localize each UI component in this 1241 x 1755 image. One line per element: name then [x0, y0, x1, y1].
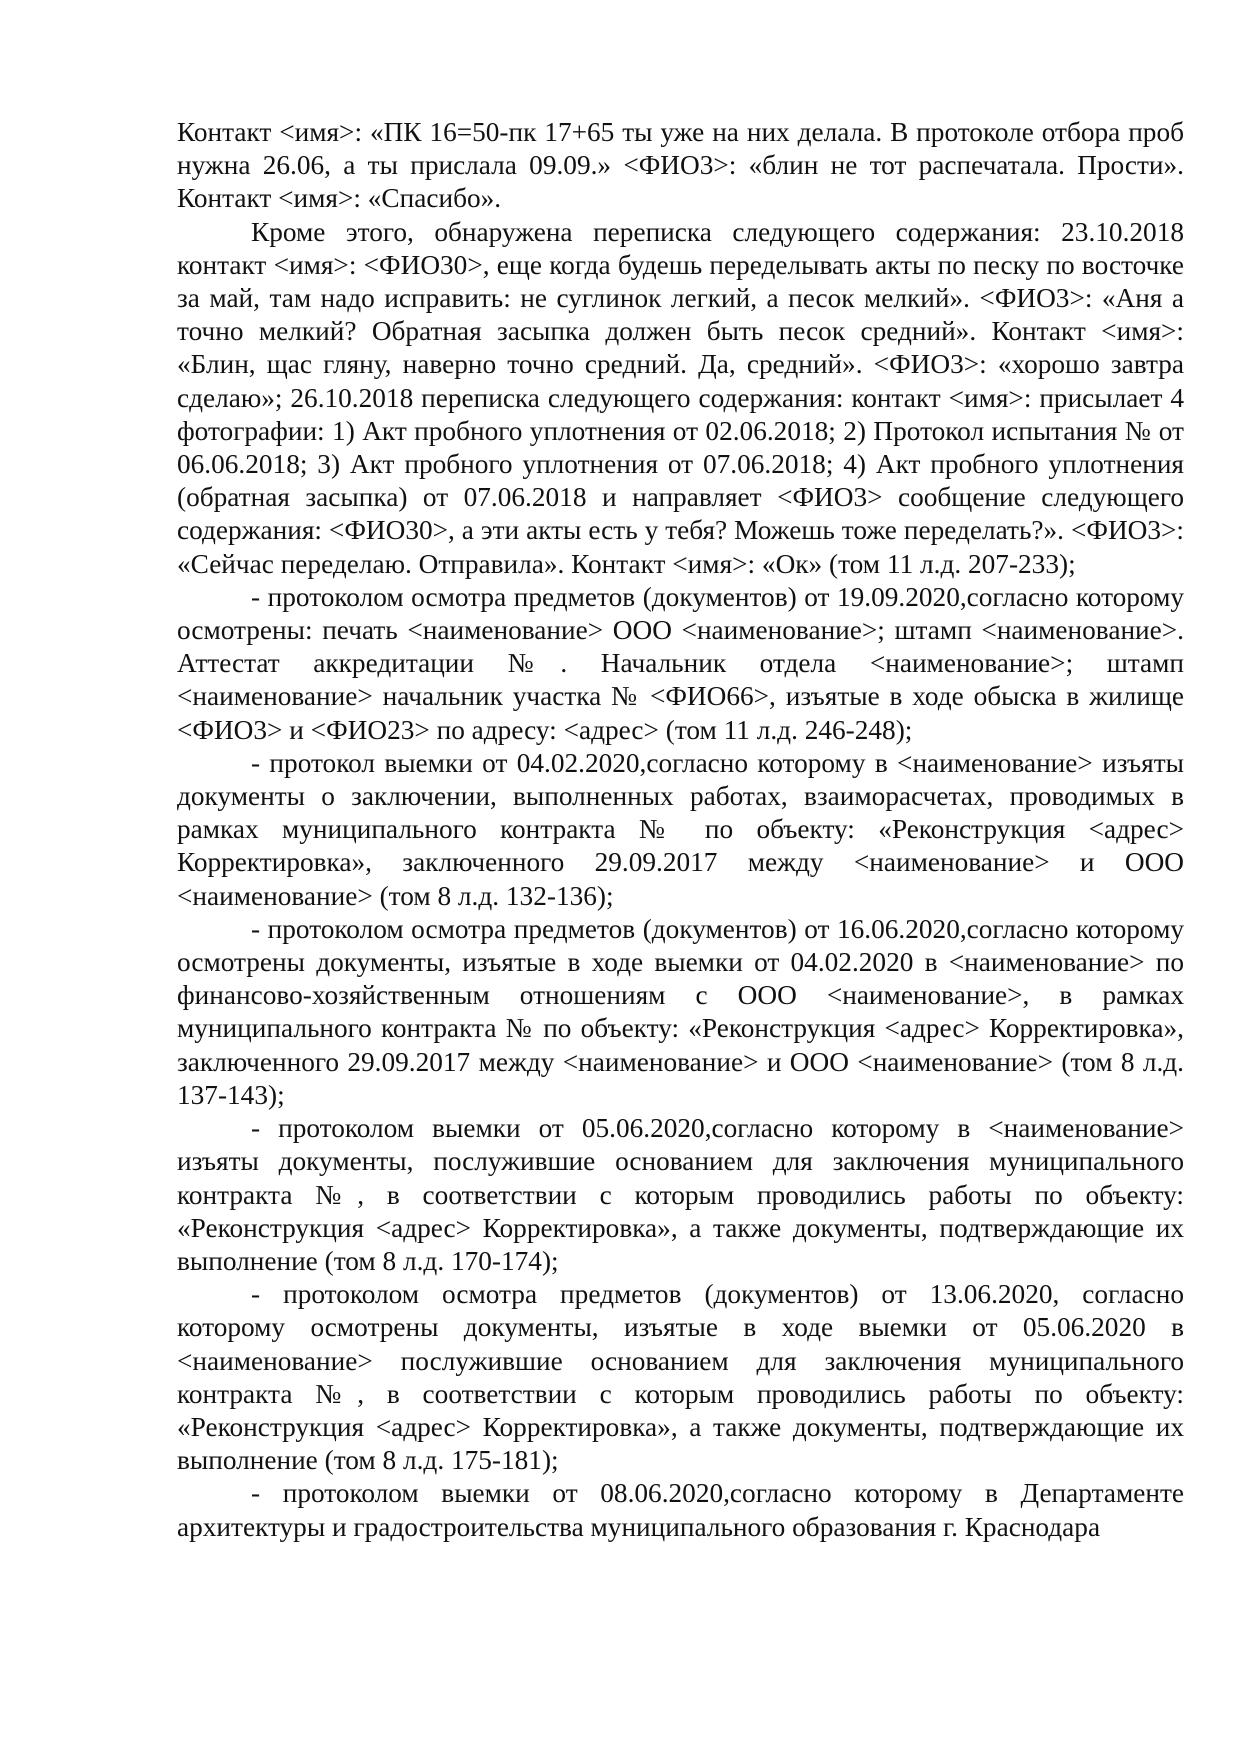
paragraph-inspection-19-09-2020: - протоколом осмотра предметов (документов) от 19.09.2020,согласно которому осмотрены: печать <наименование> ООО <наименование>; штамп <наименование>. Аттестат аккредитации №. Начальник отдела <наименование>; штамп <наименование> начальник участка № <ФИО66>, изъятые в ходе обыска в жилище <ФИО3> и <ФИО23> по адресу: <адрес> (том 11 л.д. 246-248); [177, 581, 1184, 745]
paragraph-seizure-04-02-2020: - протокол выемки от 04.02.2020,согласно которому в <наименование> изъяты документы о заключении, выполненных работах, взаиморасчетах, проводимых в рамках муниципального контракта № по объекту: «Реконструкция <адрес> Корректировка», заключенного 29.09.2017 между <наименование> и ООО <наименование> (том 8 л.д. 132-136); [177, 747, 1184, 911]
paragraph-seizure-08-06-2020: - протоколом выемки от 08.06.2020,согласно которому в Департаменте архитектуры и градостроительства муниципального образования г. Краснодара [177, 1478, 1184, 1542]
document-page [177, 116, 1184, 1544]
paragraph-inspection-13-06-2020: - протоколом осмотра предметов (документов) от 13.06.2020, согласно которому осмотрены документы, изъятые в ходе выемки от 05.06.2020 в <наименование> послужившие основанием для заключения муниципального контракта №, в соответствии с которым проводились работы по объекту: «Реконструкция <адрес> Корректировка», а также документы, подтверждающие их выполнение (том 8 л.д. 175-181); [177, 1279, 1184, 1476]
paragraph-inspection-16-06-2020: - протоколом осмотра предметов (документов) от 16.06.2020,согласно которому осмотрены документы, изъятые в ходе выемки от 04.02.2020 в <наименование> по финансово-хозяйственным отношениям с ООО <наименование>, в рамках муниципального контракта № по объекту: «Реконструкция <адрес> Корректировка», заключенного 29.09.2017 между <наименование> и ООО <наименование> (том 8 л.д. 137-143); [177, 913, 1184, 1110]
paragraph-correspondence: Кроме этого, обнаружена переписка следующего содержания: 23.10.2018 контакт <имя>: <ФИО30>, еще когда будешь переделывать акты по песку по восточке за май, там надо исправить: не суглинок легкий, а песок мелкий». <ФИО3>: «Аня а точно мелкий? Обратная засыпка должен быть песок средний». Контакт <имя>: «Блин, щас гляну, наверно точно средний. Да, средний». <ФИО3>: «хорошо завтра сделаю»; 26.10.2018 переписка следующего содержания: контакт <имя>: присылает 4 фотографии: 1) Акт пробного уплотнения от 02.06.2018; 2) Протокол испытания № от 06.06.2018; 3) Акт пробного уплотнения от 07.06.2018; 4) Акт пробного уплотнения (обратная засыпка) от 07.06.2018 и направляет <ФИО3> сообщение следующего содержания: <ФИО30>, а эти акты есть у тебя? Можешь тоже переделать?». <ФИО3>: «Сейчас переделаю. Отправила». Контакт <имя>: «Ок» (том 11 л.д. 207-233); [177, 216, 1184, 579]
paragraph-chat-excerpt-end: Контакт <имя>: «ПК 16=50-пк 17+65 ты уже на них делала. В протоколе отбора проб нужна 26.06, а ты прислала 09.09.» <ФИО3>: «блин не тот распечатала. Прости». Контакт <имя>: «Спасибо». [177, 117, 1184, 214]
paragraph-seizure-05-06-2020: - протоколом выемки от 05.06.2020,согласно которому в <наименование> изъяты документы, послужившие основанием для заключения муниципального контракта №, в соответствии с которым проводились работы по объекту: «Реконструкция <адрес> Корректировка», а также документы, подтверждающие их выполнение (том 8 л.д. 170-174); [177, 1113, 1184, 1276]
